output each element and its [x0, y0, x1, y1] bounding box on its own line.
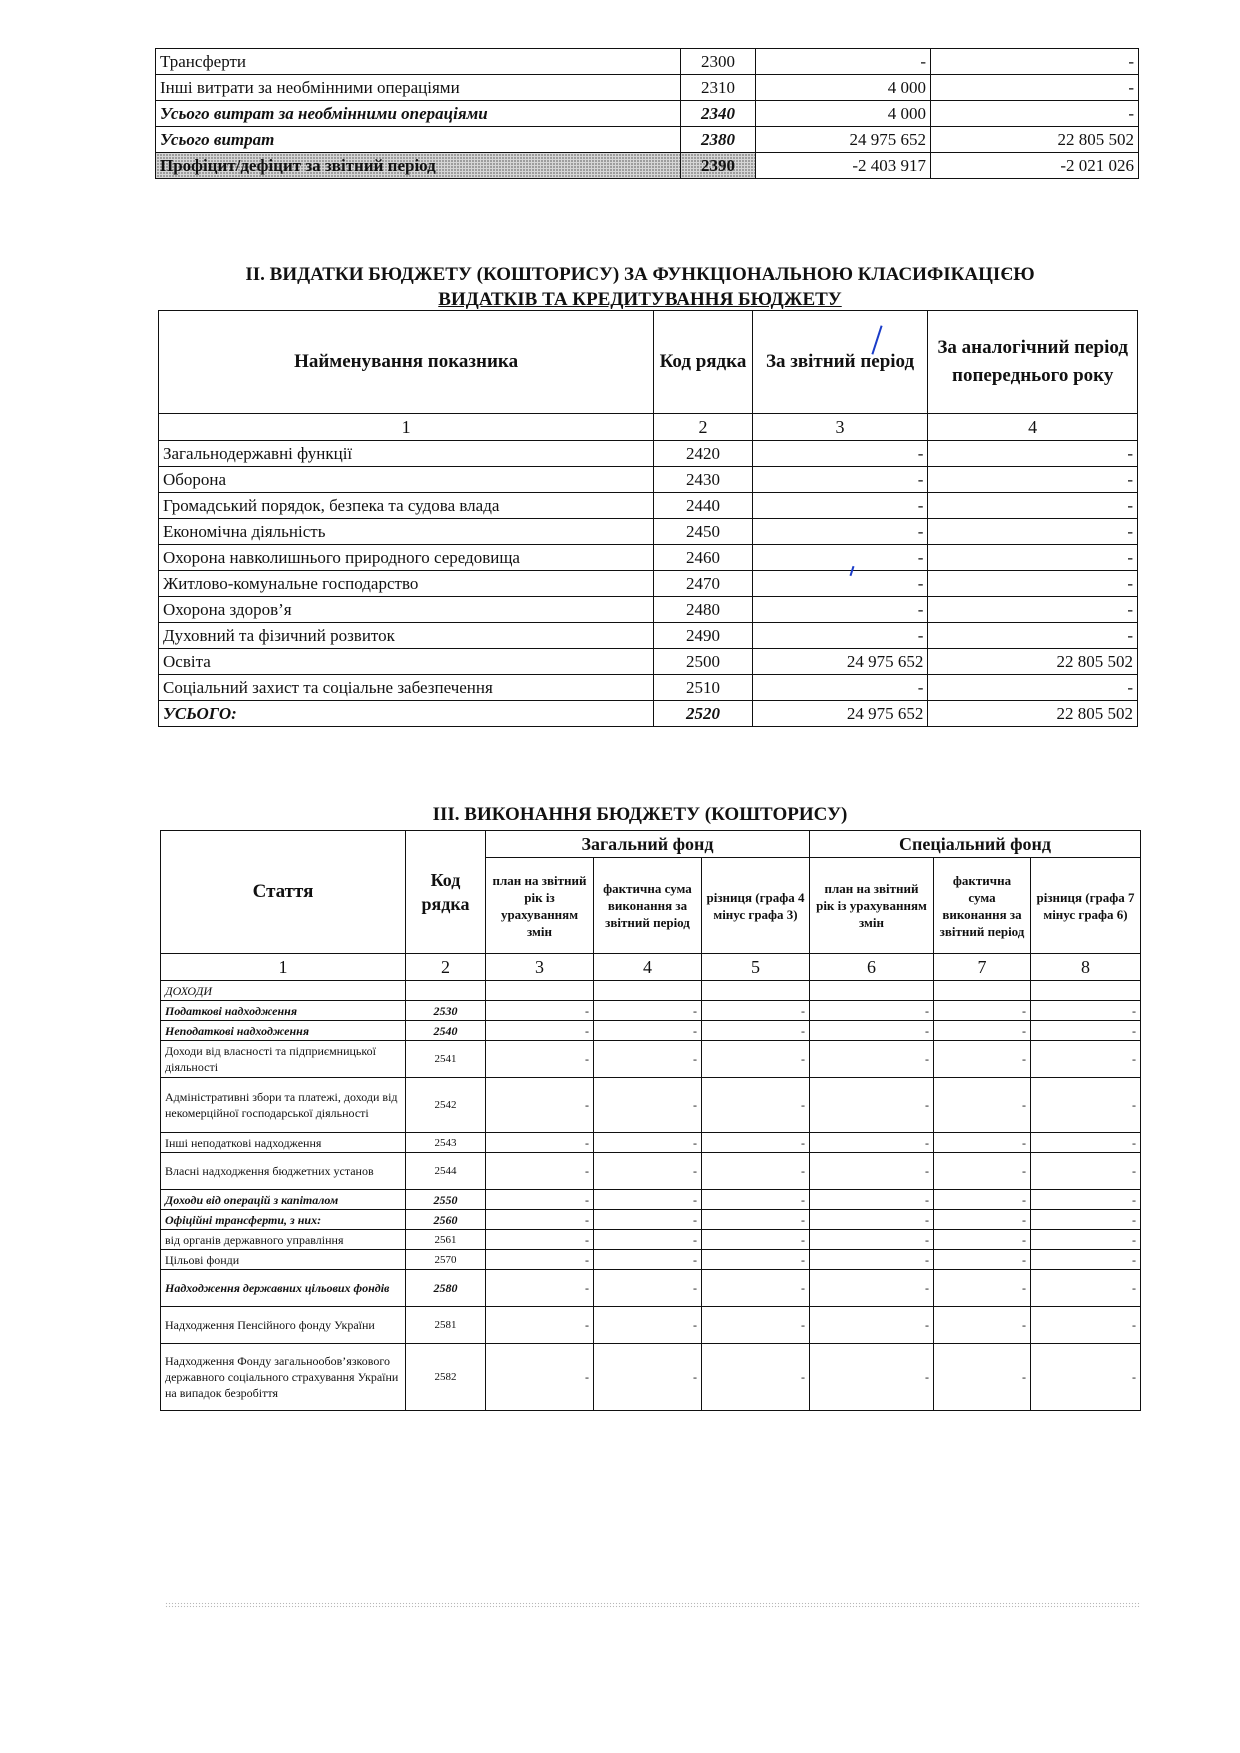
table-row [161, 1344, 1141, 1411]
value-col-7: - [934, 1344, 1031, 1411]
budget-execution-table [160, 830, 1141, 1411]
value-col-7: - [934, 1133, 1031, 1153]
col-index: 2 [654, 414, 753, 441]
row-code: 2560 [406, 1210, 486, 1230]
value-col-8: - [1031, 1190, 1141, 1210]
value-col-3: - [486, 1307, 594, 1344]
value-previous: - [928, 545, 1138, 571]
row-article: ДОХОДИ [161, 981, 406, 1001]
value-col-8: - [1031, 1270, 1141, 1307]
row-code: 2470 [654, 571, 753, 597]
row-name: Профіцит/дефіцит за звітний період [156, 153, 681, 179]
table-row [159, 545, 1138, 571]
value-col-5: - [702, 1041, 810, 1078]
row-code: 2420 [654, 441, 753, 467]
row-article: Неподаткові надходження [161, 1021, 406, 1041]
value-col-3: - [486, 1001, 594, 1021]
header-special-fund: Спеціальний фонд [810, 831, 1141, 858]
col-index: 4 [594, 954, 702, 981]
value-current: 4 000 [756, 75, 931, 101]
header-plan-special: план на звітний рік із урахуванням змін [810, 858, 934, 954]
row-name: Охорона навколишнього природного середовища [159, 545, 654, 571]
row-article: Власні надходження бюджетних установ [161, 1153, 406, 1190]
row-name: Соціальний захист та соціальне забезпечення [159, 675, 654, 701]
table-row [159, 519, 1138, 545]
value-col-4: - [594, 1021, 702, 1041]
row-article: Доходи від операцій з капіталом [161, 1190, 406, 1210]
total-row [159, 701, 1138, 727]
column-index-row [161, 954, 1141, 981]
table-row [161, 1001, 1141, 1021]
value-col-7: - [934, 1270, 1031, 1307]
value-col-4: - [594, 1344, 702, 1411]
value-col-6: - [810, 1270, 934, 1307]
total-label: УСЬОГО: [159, 701, 654, 727]
value-current: - [752, 623, 928, 649]
row-name: Усього витрат за необмінними операціями [156, 101, 681, 127]
value-current: - [752, 571, 928, 597]
table-row [161, 1230, 1141, 1250]
value-col-3: - [486, 1041, 594, 1078]
value-current: 24 975 652 [752, 649, 928, 675]
table-row [159, 493, 1138, 519]
value-current: 24 975 652 [756, 127, 931, 153]
value-col-7: - [934, 1190, 1031, 1210]
value-col-5: - [702, 1133, 810, 1153]
row-article: Надходження державних цільових фондів [161, 1270, 406, 1307]
value-col-8: - [1031, 1041, 1141, 1078]
value-col-4: - [594, 1250, 702, 1270]
table-row [159, 597, 1138, 623]
value-col-6: - [810, 1001, 934, 1021]
value-col-3: - [486, 1133, 594, 1153]
column-index-row [159, 414, 1138, 441]
value-col-7: - [934, 1041, 1031, 1078]
header-name: Найменування показника [159, 311, 654, 414]
value-current: - [752, 519, 928, 545]
header-code: Код рядка [654, 311, 753, 414]
value-col-6: - [810, 1041, 934, 1078]
value-current: - [752, 675, 928, 701]
row-name: Освіта [159, 649, 654, 675]
row-code: 2540 [406, 1021, 486, 1041]
row-name: Оборона [159, 467, 654, 493]
col-index: 2 [406, 954, 486, 981]
value-col-6: - [810, 1133, 934, 1153]
total-previous: 22 805 502 [928, 701, 1138, 727]
value-current: - [756, 49, 931, 75]
table-row [161, 1078, 1141, 1133]
value-col-5: - [702, 1021, 810, 1041]
value-col-3: - [486, 1344, 594, 1411]
value-col-4: - [594, 1153, 702, 1190]
row-code: 2544 [406, 1153, 486, 1190]
value-previous: - [928, 467, 1138, 493]
col-index: 1 [159, 414, 654, 441]
row-name: Інші витрати за необмінними операціями [156, 75, 681, 101]
value-col-3: - [486, 1078, 594, 1133]
row-code [406, 981, 486, 1001]
value-col-6: - [810, 1230, 934, 1250]
row-code: 2380 [681, 127, 756, 153]
value-col-5: - [702, 1307, 810, 1344]
value-previous: - [928, 493, 1138, 519]
table-row [159, 571, 1138, 597]
value-col-7 [934, 981, 1031, 1001]
value-col-6: - [810, 1021, 934, 1041]
value-previous: - [928, 519, 1138, 545]
row-code: 2510 [654, 675, 753, 701]
row-code: 2561 [406, 1230, 486, 1250]
table-row [156, 75, 1139, 101]
row-code: 2580 [406, 1270, 486, 1307]
value-previous: - [931, 49, 1139, 75]
table-row [161, 1153, 1141, 1190]
row-code: 2581 [406, 1307, 486, 1344]
header-code: Код рядка [406, 831, 486, 954]
value-col-4: - [594, 1230, 702, 1250]
value-col-7: - [934, 1001, 1031, 1021]
header-diff-special: різниця (графа 7 мінус графа 6) [1031, 858, 1141, 954]
value-col-7: - [934, 1021, 1031, 1041]
row-name: Трансферти [156, 49, 681, 75]
value-col-7: - [934, 1250, 1031, 1270]
value-col-6 [810, 981, 934, 1001]
value-col-4 [594, 981, 702, 1001]
value-col-6: - [810, 1210, 934, 1230]
col-index: 6 [810, 954, 934, 981]
page-footer-dotted-line [165, 1602, 1140, 1608]
value-col-8 [1031, 981, 1141, 1001]
value-previous: - [931, 101, 1139, 127]
value-col-4: - [594, 1001, 702, 1021]
value-current: - [752, 467, 928, 493]
col-index: 7 [934, 954, 1031, 981]
value-col-8: - [1031, 1230, 1141, 1250]
value-col-4: - [594, 1210, 702, 1230]
value-current: -2 403 917 [756, 153, 931, 179]
value-col-3: - [486, 1021, 594, 1041]
header-actual-special: фактична сума виконання за звітний період [934, 858, 1031, 954]
header-plan-general: план на звітний рік із урахуванням змін [486, 858, 594, 954]
row-code: 2530 [406, 1001, 486, 1021]
value-col-6: - [810, 1078, 934, 1133]
table-row [159, 441, 1138, 467]
row-name: Охорона здоров’я [159, 597, 654, 623]
fund-group-header-row [161, 831, 1141, 858]
value-col-5: - [702, 1344, 810, 1411]
row-code: 2300 [681, 49, 756, 75]
table-row [161, 981, 1141, 1001]
row-code: 2550 [406, 1190, 486, 1210]
row-article: від органів державного управління [161, 1230, 406, 1250]
row-article: Надходження Пенсійного фонду України [161, 1307, 406, 1344]
value-col-3: - [486, 1230, 594, 1250]
value-current: - [752, 441, 928, 467]
section-2-title [140, 262, 1140, 312]
row-code: 2390 [681, 153, 756, 179]
header-general-fund: Загальний фонд [486, 831, 810, 858]
value-previous: -2 021 026 [931, 153, 1139, 179]
row-code: 2490 [654, 623, 753, 649]
value-col-6: - [810, 1307, 934, 1344]
value-col-8: - [1031, 1078, 1141, 1133]
row-code: 2500 [654, 649, 753, 675]
value-col-4: - [594, 1190, 702, 1210]
value-col-5: - [702, 1210, 810, 1230]
total-code: 2520 [654, 701, 753, 727]
value-col-8: - [1031, 1001, 1141, 1021]
header-current: За звітний період [752, 311, 928, 414]
table-row [161, 1190, 1141, 1210]
value-previous: - [928, 597, 1138, 623]
value-col-7: - [934, 1210, 1031, 1230]
table-row [161, 1210, 1141, 1230]
value-col-3: - [486, 1250, 594, 1270]
table-row [159, 649, 1138, 675]
table-row [156, 101, 1139, 127]
value-col-8: - [1031, 1250, 1141, 1270]
value-previous: - [928, 571, 1138, 597]
row-name: Загальнодержавні функції [159, 441, 654, 467]
col-index: 3 [486, 954, 594, 981]
value-col-4: - [594, 1307, 702, 1344]
functional-classification-table [158, 310, 1138, 727]
row-code: 2340 [681, 101, 756, 127]
value-col-8: - [1031, 1344, 1141, 1411]
table-header-row [159, 311, 1138, 414]
row-code: 2430 [654, 467, 753, 493]
row-code: 2582 [406, 1344, 486, 1411]
table-row [161, 1041, 1141, 1078]
value-col-5: - [702, 1250, 810, 1270]
col-index: 3 [752, 414, 928, 441]
value-col-6: - [810, 1344, 934, 1411]
value-col-5 [702, 981, 810, 1001]
value-col-8: - [1031, 1210, 1141, 1230]
table-row [161, 1270, 1141, 1307]
table-row [161, 1307, 1141, 1344]
table-row [156, 127, 1139, 153]
value-col-3: - [486, 1190, 594, 1210]
row-name: Духовний та фізичний розвиток [159, 623, 654, 649]
table-row [159, 623, 1138, 649]
row-code: 2570 [406, 1250, 486, 1270]
value-col-7: - [934, 1230, 1031, 1250]
row-code: 2541 [406, 1041, 486, 1078]
value-previous: - [931, 75, 1139, 101]
value-col-4: - [594, 1041, 702, 1078]
header-actual-general: фактична сума виконання за звітний період [594, 858, 702, 954]
value-previous: - [928, 623, 1138, 649]
row-name: Громадський порядок, безпека та судова влада [159, 493, 654, 519]
table-row [161, 1250, 1141, 1270]
row-name: Усього витрат [156, 127, 681, 153]
col-index: 4 [928, 414, 1138, 441]
row-code: 2440 [654, 493, 753, 519]
value-col-3: - [486, 1210, 594, 1230]
value-current: - [752, 597, 928, 623]
expenses-summary-table [155, 48, 1139, 179]
value-col-8: - [1031, 1133, 1141, 1153]
header-article: Стаття [161, 831, 406, 954]
total-current: 24 975 652 [752, 701, 928, 727]
value-previous: 22 805 502 [931, 127, 1139, 153]
table-row [159, 675, 1138, 701]
value-col-6: - [810, 1190, 934, 1210]
header-diff-general: різниця (графа 4 мінус графа 3) [702, 858, 810, 954]
value-previous: 22 805 502 [928, 649, 1138, 675]
row-code: 2542 [406, 1078, 486, 1133]
value-current: 4 000 [756, 101, 931, 127]
value-col-7: - [934, 1307, 1031, 1344]
table-row [159, 467, 1138, 493]
row-article: Офіційні трансферти, з них: [161, 1210, 406, 1230]
section-2-title-line2: ВИДАТКІВ ТА КРЕДИТУВАННЯ БЮДЖЕТУ [438, 289, 842, 310]
col-index: 8 [1031, 954, 1141, 981]
row-code: 2543 [406, 1133, 486, 1153]
row-code: 2450 [654, 519, 753, 545]
row-name: Економічна діяльність [159, 519, 654, 545]
value-col-8: - [1031, 1021, 1141, 1041]
row-code: 2480 [654, 597, 753, 623]
value-col-6: - [810, 1153, 934, 1190]
value-col-4: - [594, 1270, 702, 1307]
value-col-4: - [594, 1133, 702, 1153]
table-row [161, 1133, 1141, 1153]
row-article: Доходи від власності та підприємницької діяльності [161, 1041, 406, 1078]
row-article: Надходження Фонду загальнообов’язкового державного соціального страхування України на випадок безробіття [161, 1344, 406, 1411]
value-col-3 [486, 981, 594, 1001]
value-col-5: - [702, 1190, 810, 1210]
value-col-8: - [1031, 1153, 1141, 1190]
row-article: Інші неподаткові надходження [161, 1133, 406, 1153]
section-3-title: ІІІ. ВИКОНАННЯ БЮДЖЕТУ (КОШТОРИСУ) [432, 804, 848, 825]
value-col-5: - [702, 1001, 810, 1021]
row-article: Цільові фонди [161, 1250, 406, 1270]
table-row [156, 49, 1139, 75]
value-col-6: - [810, 1250, 934, 1270]
value-col-8: - [1031, 1307, 1141, 1344]
row-article: Податкові надходження [161, 1001, 406, 1021]
header-previous: За аналогічний період попереднього року [928, 311, 1138, 414]
table-row [156, 153, 1139, 179]
value-previous: - [928, 675, 1138, 701]
section-2-title-line1: ІІ. ВИДАТКИ БЮДЖЕТУ (КОШТОРИСУ) ЗА ФУНКЦІОНАЛЬНОЮ КЛАСИФІКАЦІЄЮ [245, 264, 1035, 285]
value-current: - [752, 493, 928, 519]
value-col-5: - [702, 1270, 810, 1307]
value-current: - [752, 545, 928, 571]
value-col-5: - [702, 1230, 810, 1250]
row-code: 2460 [654, 545, 753, 571]
value-col-4: - [594, 1078, 702, 1133]
value-col-7: - [934, 1078, 1031, 1133]
value-previous: - [928, 441, 1138, 467]
value-col-5: - [702, 1078, 810, 1133]
value-col-3: - [486, 1270, 594, 1307]
value-col-3: - [486, 1153, 594, 1190]
value-col-5: - [702, 1153, 810, 1190]
value-col-7: - [934, 1153, 1031, 1190]
row-code: 2310 [681, 75, 756, 101]
col-index: 1 [161, 954, 406, 981]
table-row [161, 1021, 1141, 1041]
row-name: Житлово-комунальне господарство [159, 571, 654, 597]
col-index: 5 [702, 954, 810, 981]
row-article: Адміністративні збори та платежі, доходи від некомерційної господарської діяльності [161, 1078, 406, 1133]
